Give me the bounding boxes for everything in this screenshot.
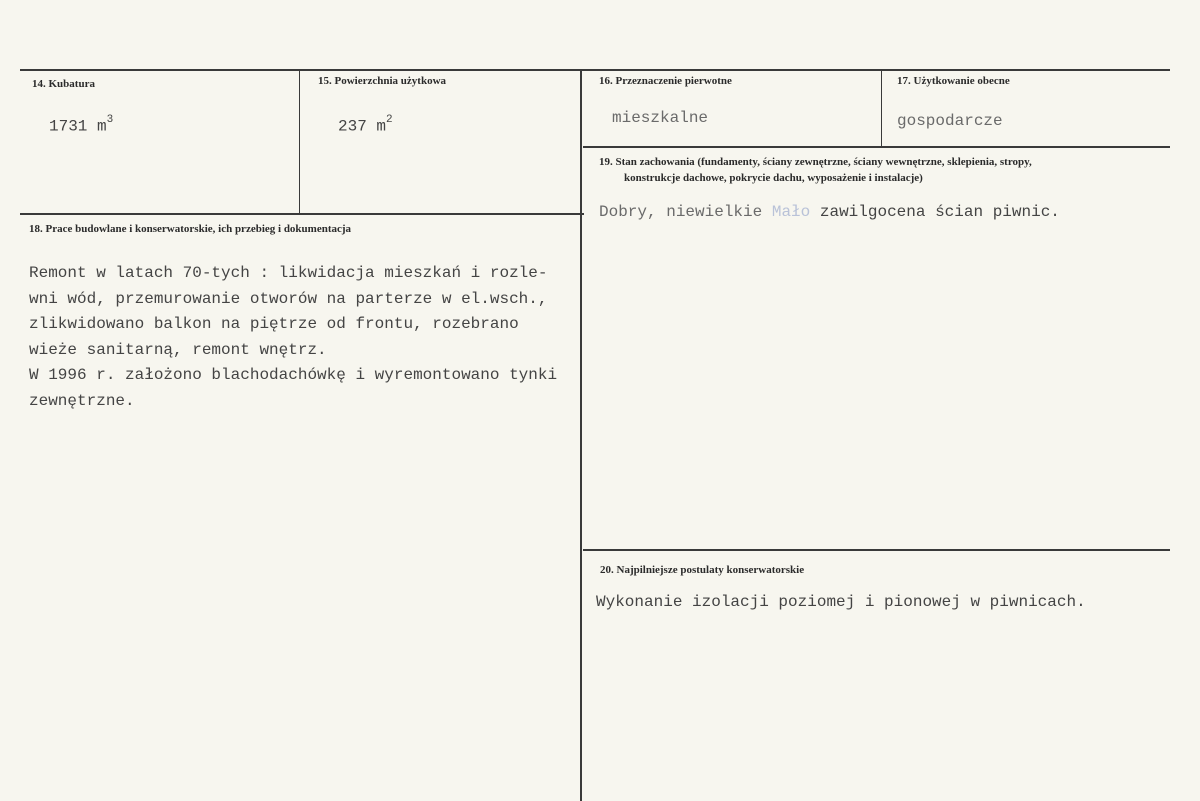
area-value: 237 m (338, 117, 387, 136)
field-15-value (338, 116, 393, 135)
field-17-label: 17. Użytkowanie obecne (897, 75, 1010, 87)
field-18-value (29, 261, 557, 414)
field-18-line: Remont w latach 70-tych : likwidacja mieszkań i rozle- (29, 264, 548, 282)
field-19-value (599, 203, 1060, 221)
cubature-value: 1731 m (49, 117, 107, 136)
top-border (20, 69, 1170, 71)
field-14-label: 14. Kubatura (32, 78, 95, 90)
field-16-value: mieszkalne (612, 109, 709, 127)
condition-smudged-word: Mało (771, 203, 811, 221)
field-19-label-line2: konstrukcje dachowe, pokrycie dachu, wyposażenie i instalacje) (624, 172, 923, 184)
field-17-value: gospodarcze (897, 112, 1003, 130)
divider-row1-left (20, 213, 584, 215)
field-18-line: wieże sanitarną, remont wnętrz. (29, 340, 327, 359)
divider-field-20 (583, 549, 1170, 551)
field-18-line: wni wód, przemurowanie otworów na parterze w el.wsch., (29, 289, 548, 308)
vertical-main (580, 69, 582, 801)
field-20-label: 20. Najpilniejsze postulaty konserwatorskie (600, 564, 805, 576)
field-20-value: Wykonanie izolacji poziomej i pionowej w piwnicach. (596, 593, 1086, 611)
field-18-line: zlikwidowano balkon na piętrze od frontu, rozebrano (29, 315, 519, 333)
divider-row1-right (583, 146, 1170, 148)
vertical-14-15 (299, 69, 300, 214)
area-exponent: 2 (386, 114, 393, 126)
vertical-16-17 (881, 69, 882, 147)
field-16-label: 16. Przeznaczenie pierwotne (599, 75, 732, 87)
field-18-line: W 1996 r. założono blachodachówkę i wyremontowano tynki (29, 366, 558, 384)
cubature-exponent: 3 (106, 114, 114, 126)
condition-text-end: zawilgocena ścian piwnic. (819, 203, 1060, 221)
field-15-label: 15. Powierzchnia użytkowa (318, 75, 447, 87)
field-18-label: 18. Prace budowlane i konserwatorskie, ich przebieg i dokumentacja (29, 223, 352, 235)
field-19-label-line1: 19. Stan zachowania (fundamenty, ściany zewnętrzne, ściany wewnętrzne, sklepienia, stropy, (599, 156, 1032, 168)
condition-text-start: Dobry, niewielkie (599, 203, 763, 221)
field-14-value (49, 116, 113, 135)
field-18-line: zewnętrzne. (29, 391, 135, 410)
